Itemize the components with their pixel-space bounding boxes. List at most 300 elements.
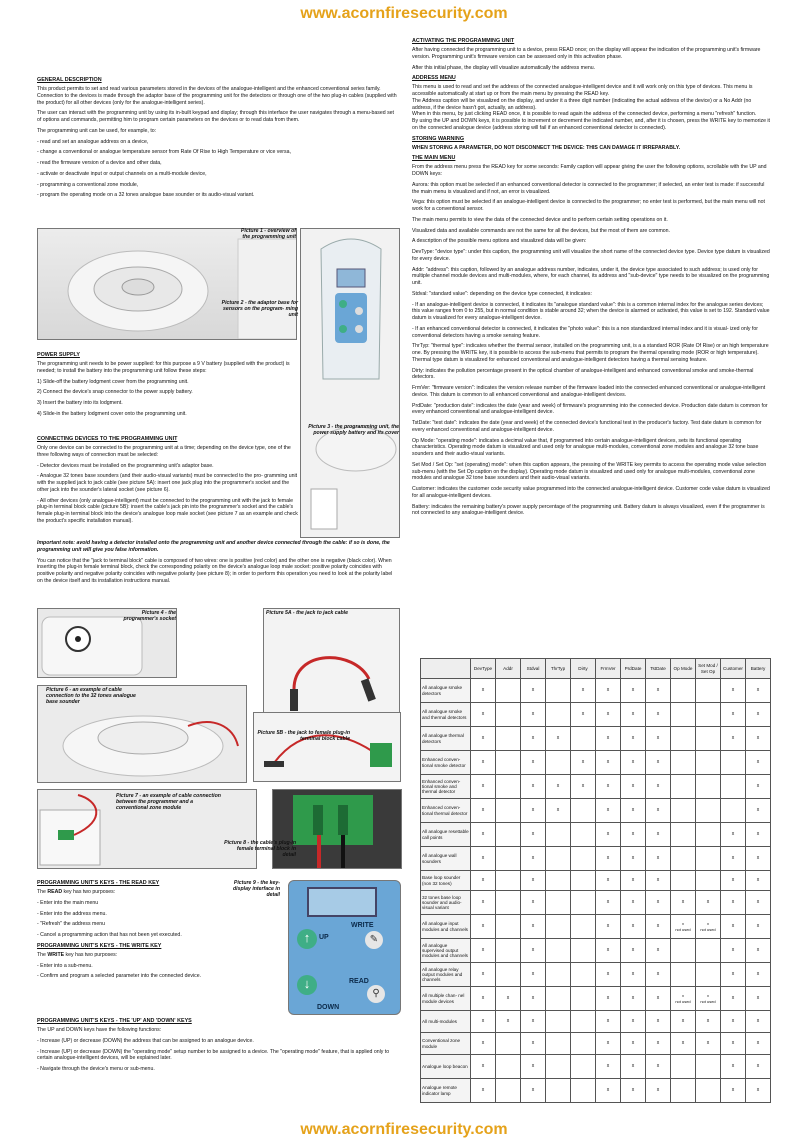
matrix-row bbox=[421, 679, 771, 703]
matrix-cell bbox=[671, 847, 696, 871]
matrix-cell bbox=[496, 871, 521, 891]
matrix-cell: x bbox=[596, 751, 621, 775]
matrix-cell: x bbox=[521, 1011, 546, 1033]
matrix-cell: x bbox=[746, 1033, 771, 1055]
general-title: GENERAL DESCRIPTION bbox=[37, 77, 102, 83]
setmod-description: Set Mod / Set Op: "set (operating) mode": when this caption appears, the pressing of the WRITE key permits to access the operating mode value selection sub-menu (with the Set Op caption on the display). Operating mode datum is visualized and used only for analogue multi-modules, conventional zone modules and analogue 32 tone base sounders and their audio-visual variants. bbox=[412, 461, 767, 482]
matrix-cell bbox=[496, 751, 521, 775]
matrix-cell bbox=[571, 1011, 596, 1033]
matrix-cell bbox=[496, 891, 521, 915]
general-paragraph: The programming unit can be used, for example, to: bbox=[37, 127, 157, 134]
picture-1-caption: Picture 1 - overview of the programming unit bbox=[240, 228, 296, 241]
matrix-cell: x bbox=[721, 871, 746, 891]
matrix-cell: x bbox=[746, 751, 771, 775]
matrix-row bbox=[421, 703, 771, 727]
matrix-cell: x bbox=[471, 703, 496, 727]
aurora-option: Aurora: this option must be selected if an enhanced conventional detector is connected to the programmer; if selected, an enter test is made: if successful the main menu is visualized and if not, an error is visualized. bbox=[412, 181, 765, 195]
write-intro-key: WRITE bbox=[47, 951, 65, 958]
matrix-device-name: Enhanced conven- tional thermal detector bbox=[421, 799, 471, 823]
matrix-cell: x bbox=[471, 727, 496, 751]
matrix-cell bbox=[546, 1033, 571, 1055]
matrix-cell: x bbox=[596, 891, 621, 915]
matrix-cell: x bbox=[546, 775, 571, 799]
matrix-cell bbox=[671, 1079, 696, 1103]
matrix-cell: x bbox=[521, 679, 546, 703]
picture-6-caption: Picture 6 - an example of cable connection to the 32 tones analogue base sounder bbox=[46, 687, 136, 706]
lcd-display bbox=[307, 887, 377, 917]
tstdate-description: TstDate: "test date": indicates the date (year and week) of the connected device's functional test in the producer's factory. Test date datum is common for every enhanced conventional and analogue-intelligent device. bbox=[412, 420, 762, 433]
matrix-cell bbox=[696, 847, 721, 871]
matrix-cell: x bbox=[596, 775, 621, 799]
matrix-cell: x bbox=[621, 847, 646, 871]
matrix-cell: x bbox=[596, 847, 621, 871]
matrix-cell bbox=[571, 987, 596, 1011]
main-menu-title: THE MAIN MENU bbox=[412, 155, 456, 162]
matrix-cell bbox=[671, 775, 696, 799]
matrix-cell: x bbox=[521, 963, 546, 987]
matrix-cell: x bbox=[596, 823, 621, 847]
matrix-row bbox=[421, 987, 771, 1011]
matrix-cell: x bbox=[646, 987, 671, 1011]
connect-paragraph: - All other devices (only analogue-intelligent) must be connected to the programming unit with the jack to female plug-in terminal block cable (picture 5B): insert the cable's jack pin into the programmer's socket and the cable's female plug-in terminal block into the device's analogue loop male socket (see picture 7 as an example and check the product's specific installation manual). bbox=[37, 497, 298, 524]
connect-title: CONNECTING DEVICES TO THE PROGRAMMING UNIT bbox=[37, 436, 178, 442]
use-item: - read and set an analogue address on a device, bbox=[37, 138, 149, 145]
connect-paragraph: You can notice that the "jack to terminal block" cable is composed of two wires: one is positive (red color) and the other one is negative (black color). When inserting the plug-in female terminal block, check the corresponding polarity on the device's analogue loop male socket: positive polarity coincides with positive polarity and negative polarity coincides with negative polarity (see picture 8); in order to perform this operation you need to look at the polarity label on the device itself and its installation instructions manual. bbox=[37, 557, 393, 584]
read-intro-pre: The bbox=[37, 889, 48, 896]
updown-item: - Increase (UP) or decrease (DOWN) the address that can be assigned to an analogue device. bbox=[37, 1037, 254, 1044]
matrix-cell: x bbox=[696, 891, 721, 915]
matrix-cell bbox=[546, 963, 571, 987]
matrix-cell: x bbox=[621, 775, 646, 799]
matrix-cell: x bbox=[621, 1011, 646, 1033]
up-arrow-icon[interactable]: ↑ bbox=[297, 929, 317, 949]
matrix-cell: x bbox=[596, 963, 621, 987]
address-paragraph: When in this menu, by just clicking READ once, it is possible to read again the address of the connected device, performing a menu "refresh" function. bbox=[412, 111, 757, 118]
matrix-cell: x bbox=[646, 1033, 671, 1055]
matrix-device-name: Analogue loop beacon bbox=[421, 1055, 471, 1079]
matrix-cell: x bbox=[521, 1079, 546, 1103]
matrix-cell: x bbox=[646, 679, 671, 703]
matrix-cell: x bbox=[521, 987, 546, 1011]
dirty-description: Dirty: indicates the pollution percentage present in the optical chamber of analogue-intelligent and enhanced conventional smoke and smoke-thermal detectors. bbox=[412, 367, 754, 381]
matrix-cell bbox=[546, 751, 571, 775]
matrix-cell: x bbox=[471, 799, 496, 823]
matrix-cell bbox=[696, 823, 721, 847]
matrix-cell: x bbox=[746, 963, 771, 987]
picture-3-caption: Picture 3 - the programming unit, the power supply battery and its cover bbox=[308, 424, 399, 437]
matrix-row bbox=[421, 963, 771, 987]
matrix-cell bbox=[671, 703, 696, 727]
matrix-header: Stdval bbox=[521, 659, 546, 679]
devtype-description: DevType: "device type": under this caption, the programming unit will visualize the short name of the connected device type. Device type datum is visualized for every device. bbox=[412, 249, 770, 262]
matrix-cell: x bbox=[746, 915, 771, 939]
matrix-cell: x bbox=[746, 727, 771, 751]
matrix-cell: x bbox=[521, 751, 546, 775]
matrix-cell: x bbox=[521, 939, 546, 963]
matrix-header: Addr bbox=[496, 659, 521, 679]
thrtyp-description: ThrTyp: "thermal type": indicates whether the thermal sensor, installed on the programming unit, is a a standard ROR (Rate Of Rise) or an high temperature one. By pressing the WRITE key, it is possible to access the sub-menu that permits to program the thermal operating mode (ROR or high temperature). Thermal type datum is visualized for enhanced conventional and analogue-intelligent detectors having a thermal sensing feature. bbox=[412, 343, 769, 363]
use-item: - change a conventional or analogue temperature sensor from Rate Of Rise to High Temperature or vice versa, bbox=[37, 149, 291, 156]
stdval-description: Stdval: "standard value": depending on the device type connected, it indicates: bbox=[412, 290, 592, 297]
updown-intro: The UP and DOWN keys have the following functions: bbox=[37, 1027, 162, 1034]
footer-website[interactable]: www.acornfiresecurity.com bbox=[300, 1121, 508, 1138]
matrix-cell bbox=[696, 727, 721, 751]
matrix-cell bbox=[696, 679, 721, 703]
matrix-cell: x bbox=[696, 1011, 721, 1033]
power-supply-section bbox=[37, 349, 297, 422]
matrix-cell: x bbox=[471, 915, 496, 939]
matrix-cell: x bbox=[571, 775, 596, 799]
matrix-cell bbox=[696, 1079, 721, 1103]
matrix-cell bbox=[496, 847, 521, 871]
matrix-cell: x bbox=[621, 987, 646, 1011]
matrix-cell: x bbox=[671, 1033, 696, 1055]
matrix-cell: x bbox=[721, 891, 746, 915]
matrix-device-name: Enhanced conven- tional smoke and thermal detector bbox=[421, 775, 471, 799]
matrix-cell: x bbox=[521, 703, 546, 727]
matrix-cell: x bbox=[746, 823, 771, 847]
matrix-device-name: All analogue supervised output modules and channels bbox=[421, 939, 471, 963]
jack-cable-illustration bbox=[264, 609, 400, 716]
matrix-cell bbox=[496, 679, 521, 703]
matrix-cell bbox=[496, 775, 521, 799]
matrix-cell bbox=[496, 939, 521, 963]
matrix-cell: x bbox=[646, 963, 671, 987]
read-item: - "Refresh" the address menu bbox=[37, 921, 105, 928]
matrix-header: Set Mod / Set Op bbox=[696, 659, 721, 679]
matrix-cell bbox=[546, 871, 571, 891]
matrix-cell: x bbox=[471, 891, 496, 915]
matrix-row bbox=[421, 847, 771, 871]
matrix-cell: x bbox=[496, 1011, 521, 1033]
adaptor-base-photo bbox=[37, 228, 297, 340]
matrix-cell: x bbox=[621, 823, 646, 847]
main-paragraph: From the address menu press the READ key for some seconds: Family caption will appear giving the user the following options, scrollable with the UP and DOWN keys: bbox=[412, 164, 767, 178]
activating-paragraph: After this initial phase, the display will visualize automatically the address menu. bbox=[412, 64, 596, 71]
connect-paragraph: Only one device can be connected to the programming unit at a time; depending on the device type, one of the three following ways of connection must be selected: bbox=[37, 445, 291, 458]
matrix-row bbox=[421, 871, 771, 891]
activating-title: ACTIVATING THE PROGRAMMING UNIT bbox=[412, 38, 515, 44]
matrix-cell: x bbox=[721, 1079, 746, 1103]
matrix-cell: x bbox=[646, 1079, 671, 1103]
matrix-cell: x bbox=[721, 939, 746, 963]
matrix-cell bbox=[571, 1055, 596, 1079]
matrix-cell: x bbox=[621, 751, 646, 775]
important-note: Important note: avoid having a detector installed onto the programming unit and another device connected through the cable: if so is done, the programming unit will give you false information. bbox=[37, 540, 390, 553]
matrix-header: PrdDate bbox=[621, 659, 646, 679]
power-title: POWER SUPPLY bbox=[37, 352, 80, 358]
matrix-cell: x bbox=[571, 703, 596, 727]
matrix-cell bbox=[496, 1055, 521, 1079]
matrix-cell: x bbox=[521, 891, 546, 915]
matrix-cell: x bbox=[471, 1033, 496, 1055]
matrix-cell: x bbox=[646, 775, 671, 799]
matrix-cell: x bbox=[746, 1011, 771, 1033]
matrix-cell bbox=[546, 823, 571, 847]
stdval-description: - If an enhanced conventional detector is connected, it indicates the "photo value": this is a non standardized internal index and it is visual- ized only for conventional detectors having a smoke sensing feature. bbox=[412, 325, 758, 339]
matrix-cell: x bbox=[596, 939, 621, 963]
matrix-cell: x bbox=[746, 1055, 771, 1079]
matrix-cell bbox=[496, 915, 521, 939]
matrix-body bbox=[421, 679, 771, 1103]
matrix-cell: x bbox=[596, 703, 621, 727]
matrix-cell: x bbox=[746, 703, 771, 727]
general-paragraph: The user can interact with the programming unit by using its in-built keypad and display; through this interface the user navigates through a menu-based set of options and commands, permitting him to program certain parameters on the devices or to read data from them. bbox=[37, 110, 394, 124]
write-intro-post: key has two purposes: bbox=[64, 951, 118, 958]
write-item: - Enter into a sub-menu. bbox=[37, 962, 93, 969]
read-intro-key: READ bbox=[47, 889, 63, 896]
updown-section bbox=[37, 1015, 399, 1077]
use-item: - program the operating mode on a 32 tones analogue base sounder or its audio-visual variant. bbox=[37, 192, 255, 199]
address-paragraph: By using the UP and DOWN keys, it is possible to increment or decrement the indicated number, and, after it is chosen, press the WRITE key to memorize it on the connected analogue device (address storing will fail if an enhanced conventional detector is connected). bbox=[412, 118, 770, 131]
opmode-description: Op Mode: "operating mode": indicates a decimal value that, if programmed into certain analogue-intelligent devices, sets its functional operating characteristics. Operating mode datum is visualized and used only for analogue multi-modules, conventional zone modules and analogue 32 tone base sounders and their audio-visual variants. bbox=[412, 437, 759, 458]
write-key-title: PROGRAMMING UNIT'S KEYS - THE WRITE KEY bbox=[37, 942, 162, 949]
matrix-cell: x not used bbox=[671, 915, 696, 939]
matrix-cell bbox=[696, 775, 721, 799]
matrix-cell bbox=[546, 1011, 571, 1033]
matrix-header: DevType bbox=[471, 659, 496, 679]
matrix-row bbox=[421, 1033, 771, 1055]
programming-unit-illustration bbox=[301, 229, 400, 538]
matrix-cell: x bbox=[596, 871, 621, 891]
main-paragraph: A description of the possible menu options and visualized data will be given: bbox=[412, 238, 587, 245]
matrix-cell bbox=[571, 727, 596, 751]
matrix-cell: x bbox=[621, 1079, 646, 1103]
matrix-cell: x bbox=[646, 799, 671, 823]
down-arrow-icon[interactable]: ↓ bbox=[297, 975, 317, 995]
storing-warning: WHEN STORING A PARAMETER, DO NOT DISCONNECT THE DEVICE: THIS CAN DAMAGE IT IRREPARABLY. bbox=[412, 144, 681, 151]
matrix-cell: x bbox=[746, 939, 771, 963]
matrix-cell bbox=[671, 939, 696, 963]
read-key-title: PROGRAMMING UNIT'S KEYS - THE READ KEY bbox=[37, 880, 160, 886]
matrix-cell bbox=[721, 751, 746, 775]
matrix-cell: x bbox=[471, 987, 496, 1011]
matrix-device-name: All analogue input modules and channels bbox=[421, 915, 471, 939]
matrix-cell: x bbox=[721, 679, 746, 703]
matrix-cell: x bbox=[571, 751, 596, 775]
matrix-device-name: Enhanced conven- tional smoke detector bbox=[421, 751, 471, 775]
power-step: 2) Connect the device's snap connector to the power supply battery. bbox=[37, 389, 193, 396]
matrix-cell: x bbox=[621, 915, 646, 939]
matrix-cell: x bbox=[596, 727, 621, 751]
picture-5b-caption: Picture 5B - the jack to female plug-in terminal block cable bbox=[257, 730, 350, 743]
matrix-row bbox=[421, 727, 771, 751]
matrix-cell: x bbox=[746, 871, 771, 891]
matrix-cell: x bbox=[721, 847, 746, 871]
connecting-section bbox=[37, 433, 299, 529]
read-intro-post: key has two purposes: bbox=[62, 889, 116, 896]
matrix-cell bbox=[671, 823, 696, 847]
matrix-cell: x bbox=[521, 823, 546, 847]
matrix-cell: x bbox=[721, 727, 746, 751]
matrix-cell bbox=[496, 823, 521, 847]
storing-title: STORING WARNING bbox=[412, 135, 465, 142]
matrix-cell: x bbox=[721, 1011, 746, 1033]
matrix-cell bbox=[571, 871, 596, 891]
write-item: - Confirm and program a selected parameter into the connected device. bbox=[37, 973, 202, 980]
matrix-cell: x bbox=[646, 847, 671, 871]
matrix-cell: x bbox=[646, 751, 671, 775]
matrix-cell bbox=[496, 727, 521, 751]
picture-4-caption: Picture 4 - the programmer's socket bbox=[123, 610, 176, 623]
matrix-cell: x bbox=[621, 871, 646, 891]
picture-5a-caption: Picture 5A - the jack to jack cable bbox=[266, 610, 348, 616]
matrix-device-name: All analogue wall sounders bbox=[421, 847, 471, 871]
matrix-cell bbox=[696, 799, 721, 823]
matrix-cell: x bbox=[596, 799, 621, 823]
matrix-cell: x bbox=[646, 727, 671, 751]
matrix-cell: x bbox=[721, 1033, 746, 1055]
matrix-cell: x bbox=[546, 799, 571, 823]
write-intro-pre: The bbox=[37, 951, 48, 958]
matrix-cell bbox=[696, 871, 721, 891]
matrix-cell: x bbox=[546, 727, 571, 751]
matrix-cell bbox=[546, 679, 571, 703]
matrix-cell: x bbox=[746, 847, 771, 871]
frmver-description: FrmVer: "firmware version": indicates the version release number of the firmware loaded into the connected enhanced conventional or analogue-intelligent device. This datum is common to all enhanced conventional and analogue-intelligent devices. bbox=[412, 385, 766, 398]
matrix-cell: x bbox=[721, 915, 746, 939]
down-key-label: DOWN bbox=[317, 1004, 340, 1011]
matrix-header-row bbox=[421, 659, 771, 679]
matrix-row bbox=[421, 1079, 771, 1103]
matrix-cell: x bbox=[746, 775, 771, 799]
matrix-cell: x not used bbox=[696, 987, 721, 1011]
address-title: ADDRESS MENU bbox=[412, 75, 456, 82]
matrix-cell: x bbox=[746, 799, 771, 823]
matrix-cell: x bbox=[521, 775, 546, 799]
matrix-row bbox=[421, 775, 771, 799]
matrix-cell bbox=[496, 703, 521, 727]
matrix-cell bbox=[571, 1079, 596, 1103]
matrix-cell bbox=[571, 915, 596, 939]
matrix-cell bbox=[671, 799, 696, 823]
stdval-description: - If an analogue-intelligent device is connected, it indicates its "analogue standard value": this is a common internal index for the analogue series devices; this value ranges from 0 to 255, but in normal condition is stable around 32; when the device is alarmed or activated, this value is set to 192. Standard value datum is visualized for every analogue-intelligent device. bbox=[412, 301, 770, 322]
matrix-cell bbox=[671, 751, 696, 775]
matrix-cell bbox=[496, 1079, 521, 1103]
matrix-cell: x bbox=[471, 1055, 496, 1079]
use-item: - programming a conventional zone module, bbox=[37, 181, 139, 188]
prddate-description: PrdDate: "production date": indicates the date (year and week) of firmware's programming into the connected device. Production date datum is common for every enhanced conventional and analogue-intelligent device. bbox=[412, 402, 768, 416]
matrix-cell bbox=[671, 1055, 696, 1079]
general-paragraph: This product permits to set and read various parameters stored in the devices of the analogue-intelligent and the enhanced conventional series family. Connection to the devices is made through the adaptor base of the programming unit for the detectors or through one of the two plug-in cables (supplied with the product) for all other devices (only for the analogue-intelligent series). bbox=[37, 86, 397, 106]
matrix-cell: x bbox=[521, 915, 546, 939]
matrix-cell: x not used bbox=[671, 987, 696, 1011]
matrix-cell: x bbox=[621, 963, 646, 987]
matrix-cell bbox=[721, 775, 746, 799]
terminal-cable-illustration bbox=[254, 713, 401, 782]
write-key-label: WRITE bbox=[351, 922, 374, 929]
use-item: - activate or deactivate input or output channels on a multi-module device, bbox=[37, 170, 207, 177]
matrix-cell: x bbox=[596, 679, 621, 703]
matrix-cell: x bbox=[646, 871, 671, 891]
matrix-cell bbox=[696, 751, 721, 775]
matrix-cell bbox=[696, 1055, 721, 1079]
matrix-cell bbox=[571, 891, 596, 915]
matrix-cell: x bbox=[646, 939, 671, 963]
read-magnifier-icon[interactable]: ⚲ bbox=[367, 985, 385, 1003]
matrix-cell: x bbox=[471, 823, 496, 847]
matrix-cell: x bbox=[596, 1055, 621, 1079]
main-paragraph: The main menu permits to view the data of the connected device and to perform certain setting operations on it. bbox=[412, 216, 668, 223]
matrix-device-name: All multi-modules bbox=[421, 1011, 471, 1033]
write-icon[interactable]: ✎ bbox=[365, 931, 383, 949]
matrix-cell bbox=[546, 891, 571, 915]
power-step: 1) Slide-off the battery lodgment cover from the programming unit. bbox=[37, 378, 189, 385]
activating-paragraph: After having connected the programming unit to a device, press READ once; on the display will appear the indication of the programming unit's firmware version. Programming unit's firmware version can be assessed only in this activation phase. bbox=[412, 47, 761, 60]
use-item: - read the firmware version of a device and other data, bbox=[37, 160, 162, 167]
matrix-cell: x bbox=[646, 915, 671, 939]
matrix-header: FrmVer bbox=[596, 659, 621, 679]
matrix-cell bbox=[571, 823, 596, 847]
matrix-header: Battery bbox=[746, 659, 771, 679]
matrix-cell: x bbox=[621, 679, 646, 703]
address-paragraph: This menu is used to read and set the address of the connected analogue-intelligent device and it will work only on this type of devices. This menu is accessible automatically at start up or from the main menu by pressing the READ key. bbox=[412, 84, 753, 98]
terminal-cable-photo bbox=[253, 712, 401, 782]
matrix-row bbox=[421, 915, 771, 939]
matrix-cell: x bbox=[721, 703, 746, 727]
read-key-label: READ bbox=[349, 978, 369, 985]
matrix-cell bbox=[496, 1033, 521, 1055]
matrix-row bbox=[421, 1011, 771, 1033]
matrix-device-name: All multiple chan- nel module devices bbox=[421, 987, 471, 1011]
read-item: - Enter into the main menu bbox=[37, 899, 99, 906]
matrix-device-name: Conventional zone module bbox=[421, 1033, 471, 1055]
matrix-cell: x bbox=[571, 679, 596, 703]
matrix-cell bbox=[546, 1079, 571, 1103]
matrix-cell: x bbox=[646, 1011, 671, 1033]
matrix-device-name: 32 tones base loop sounder and audio- visual variant bbox=[421, 891, 471, 915]
matrix-cell: x bbox=[671, 891, 696, 915]
matrix-cell: x bbox=[621, 727, 646, 751]
matrix-device-name: All analogue smoke detectors bbox=[421, 679, 471, 703]
matrix-row bbox=[421, 799, 771, 823]
header-website[interactable]: www.acornfiresecurity.com bbox=[300, 5, 508, 22]
matrix-device-name: All analogue relay output modules and channels bbox=[421, 963, 471, 987]
matrix-cell: x bbox=[746, 891, 771, 915]
matrix-cell: x bbox=[746, 1079, 771, 1103]
vega-option: Vega: this option must be selected if an analogue-intelligent device is connected to the programmer; no enter test is performed, but the main menu will not work for a conventional sensor. bbox=[412, 199, 765, 213]
matrix-cell: x bbox=[521, 1033, 546, 1055]
matrix-cell: x bbox=[746, 987, 771, 1011]
matrix-header: ThrTyp bbox=[546, 659, 571, 679]
updown-title: PROGRAMMING UNIT'S KEYS - THE 'UP' AND 'DOWN' KEYS bbox=[37, 1018, 192, 1024]
matrix-cell: x bbox=[521, 847, 546, 871]
read-item: - Cancel a programming action that has not been yet executed. bbox=[37, 932, 182, 939]
matrix-cell bbox=[671, 963, 696, 987]
programming-unit-photo bbox=[300, 228, 400, 538]
matrix-cell: x bbox=[621, 1033, 646, 1055]
matrix-cell: x bbox=[721, 1055, 746, 1079]
matrix-cell: x bbox=[621, 799, 646, 823]
matrix-cell: x bbox=[671, 1011, 696, 1033]
matrix-header: Op Mode bbox=[671, 659, 696, 679]
compatibility-matrix bbox=[420, 658, 771, 1103]
address-paragraph: The Address caption will be visualized on the display, and under it a three digit number (indicating the actual address of the device) or a No Addr (no address, if the device hasn't got, actually, an address). bbox=[412, 97, 752, 111]
jack-cable-photo bbox=[263, 608, 400, 716]
matrix-cell bbox=[671, 679, 696, 703]
matrix-cell: x bbox=[471, 1011, 496, 1033]
address-paragraphs bbox=[412, 84, 772, 131]
matrix-cell bbox=[571, 963, 596, 987]
matrix-header: Customer bbox=[721, 659, 746, 679]
matrix-cell: x bbox=[471, 1079, 496, 1103]
matrix-cell bbox=[546, 987, 571, 1011]
matrix-cell bbox=[546, 847, 571, 871]
matrix-row bbox=[421, 891, 771, 915]
matrix-cell: x bbox=[521, 871, 546, 891]
left-column-top bbox=[37, 74, 399, 203]
picture-7-caption: Picture 7 - an example of cable connection between the programmer and a conventional zone module bbox=[116, 793, 221, 812]
